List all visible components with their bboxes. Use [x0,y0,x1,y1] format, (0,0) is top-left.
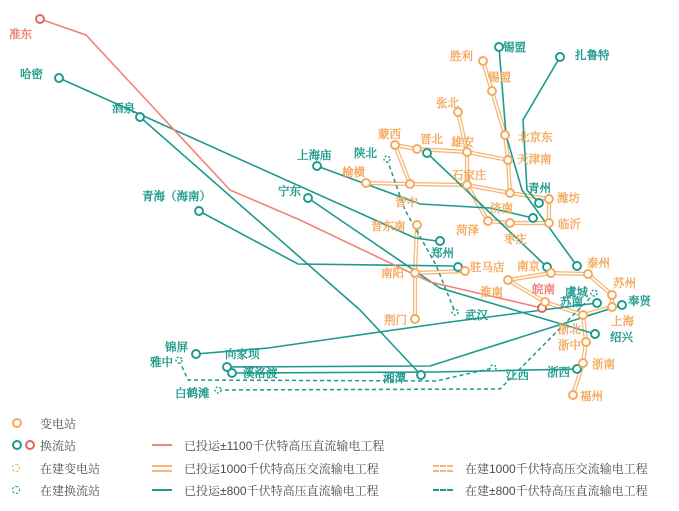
station-label: 锡盟 [488,72,511,84]
station-label: 青州 [528,183,551,195]
station-label: 绍兴 [610,332,633,344]
dc1100-line-icon [152,444,172,446]
station-node-conv [417,371,425,379]
station-label: 胜利 [450,51,473,63]
station-label: 张北 [436,98,459,110]
station-node-sub [391,141,399,149]
station-node-conv_uc [215,387,221,393]
station-node-sub [608,291,616,299]
station-label: 皖南 [532,284,555,296]
station-label: 石家庄 [452,170,487,182]
station-label: 天津南 [517,154,552,166]
legend-label: 在建±800千伏特高压直流输电工程 [465,483,648,498]
station-node-conv [591,330,599,338]
station-node-sub [406,180,414,188]
station-label: 南阳 [381,268,404,280]
station-node-conv_uc [452,309,458,315]
station-label: 奉贤 [628,296,651,308]
station-label: 福州 [580,391,603,403]
station-label: 晋中 [395,197,418,209]
station-node-sub [479,57,487,65]
station-label: 枣庄 [504,234,527,246]
station-node-sub [545,195,553,203]
legend-label: 变电站 [40,416,77,431]
station-label: 准东 [9,29,32,41]
station-node-conv [136,113,144,121]
station-label: 上海庙 [297,150,332,162]
station-node-sub [547,269,555,277]
station-node-sub [488,87,496,95]
transmission-line-dc800 [196,303,597,354]
converter-station-red-icon [25,440,35,450]
legend-label: 在建变电站 [40,461,101,476]
substation-under-construction-icon [12,464,20,472]
station-node-conv [495,43,503,51]
station-node-sub [504,276,512,284]
station-label: 哈密 [20,69,43,81]
station-label: 浙中 [558,340,581,352]
station-node-sub [463,148,471,156]
station-node-sub [504,156,512,164]
station-node-sub [541,298,549,306]
converter-station-teal-icon [12,440,22,450]
station-label: 郑州 [431,248,454,260]
station-label: 菏泽 [456,225,479,237]
transmission-line-ac [395,145,410,184]
legend-label: 在建换流站 [40,483,101,498]
station-node-sub [413,145,421,153]
station-node-sub [584,270,592,278]
station-label: 泰州 [587,258,610,270]
station-label: 锦屏 [165,342,188,354]
station-node-conv [529,214,537,222]
station-label: 南京 [517,261,540,273]
station-label: 荆门 [384,315,407,327]
legend-item-substation-under-construction [12,460,100,476]
station-node-conv [556,53,564,61]
station-node-sub [582,338,590,346]
station-node-sub [579,359,587,367]
station-node-conv_uc [591,290,597,296]
station-label: 虞城 [565,287,588,299]
transmission-line-dc800 [523,57,560,203]
dc800-under-construction-line-icon [433,489,453,491]
station-label: 上海 [611,316,634,328]
station-label: 驻马店 [470,262,505,274]
station-label: 潍坊 [557,193,580,205]
station-node-sub [362,179,370,187]
station-node-conv_uc [384,156,390,162]
station-node-sub [413,221,421,229]
station-label: 江西 [506,370,529,382]
station-label: 浙北 [558,324,581,336]
station-label: 晋东南 [371,221,406,233]
station-node-sub [484,217,492,225]
station-label: 向家坝 [225,349,260,361]
station-label: 苏州 [613,278,636,290]
legend-item-ac1000-line [152,460,379,476]
station-node-conv [436,237,444,245]
legend-item-dc800-under-construction-line [433,482,648,498]
ac1000-under-construction-line-icon [433,465,453,472]
legend-item-ac1000-under-construction-line [433,460,648,476]
station-node-conv [593,299,601,307]
station-node-sub [501,131,509,139]
station-label: 宁东 [278,186,301,198]
ac1000-line-icon [152,465,172,472]
station-node-conv [535,199,543,207]
transmission-line-dc800 [227,305,622,367]
station-node-sub [545,219,553,227]
legend-item-dc800-line [152,482,379,498]
station-node-conv [618,301,626,309]
station-node-sub [506,189,514,197]
legend-item-substation [12,415,76,431]
station-label: 晋北 [420,134,443,146]
station-node-conv [192,350,200,358]
legend-label: 已投运±1100千伏特高压直流输电工程 [184,438,385,453]
station-label: 雅中 [150,357,173,369]
station-label: 溪洛渡 [243,368,278,380]
station-node-sub [579,311,587,319]
station-label: 榆横 [342,167,365,179]
legend-label: 已投运±800千伏特高压直流输电工程 [184,483,379,498]
legend-label: 在建1000千伏特高压交流输电工程 [465,461,648,476]
station-label: 济南 [490,203,513,215]
station-node-conv [55,74,63,82]
legend-item-converter-under-construction [12,482,100,498]
legend-label: 换流站 [40,438,77,453]
station-label: 临沂 [558,219,581,231]
station-label: 青海（海南） [142,191,211,203]
station-label: 扎鲁特 [575,50,610,62]
station-node-conv [228,369,236,377]
station-node-conv [573,262,581,270]
station-label: 白鹤滩 [175,388,210,400]
station-label: 北京东 [518,132,553,144]
station-node-conv [304,194,312,202]
station-label: 武汉 [465,310,488,322]
station-node-conv [313,162,321,170]
dc800-line-icon [152,489,172,491]
legend-item-converter-station [12,437,76,453]
station-label: 陕北 [354,148,377,160]
station-node-conv [195,207,203,215]
station-label: 酒泉 [112,103,135,115]
station-label: 浙南 [592,359,615,371]
station-node-sub [463,181,471,189]
station-node-sub [411,269,419,277]
station-label: 锡盟 [503,42,526,54]
station-node-sub [461,267,469,275]
station-node-sub [608,303,616,311]
station-label: 雄安 [451,137,474,149]
station-node-sub [411,315,419,323]
station-label: 浙西 [547,367,570,379]
station-label: 湘潭 [383,373,406,385]
station-node-conv_uc [176,357,182,363]
converter-under-construction-icon [12,486,20,494]
legend-item-dc1100-line [152,437,384,453]
station-node-sub [569,391,577,399]
substation-icon [12,418,22,428]
station-node-conv [423,149,431,157]
station-label: 淮南 [480,287,503,299]
station-label: 蒙西 [378,129,401,141]
station-label: 苏南 [560,297,583,309]
station-node-conv1100 [36,15,44,23]
station-node-conv_uc [490,365,496,371]
legend-label: 已投运1000千伏特高压交流输电工程 [184,461,379,476]
station-node-sub [506,219,514,227]
